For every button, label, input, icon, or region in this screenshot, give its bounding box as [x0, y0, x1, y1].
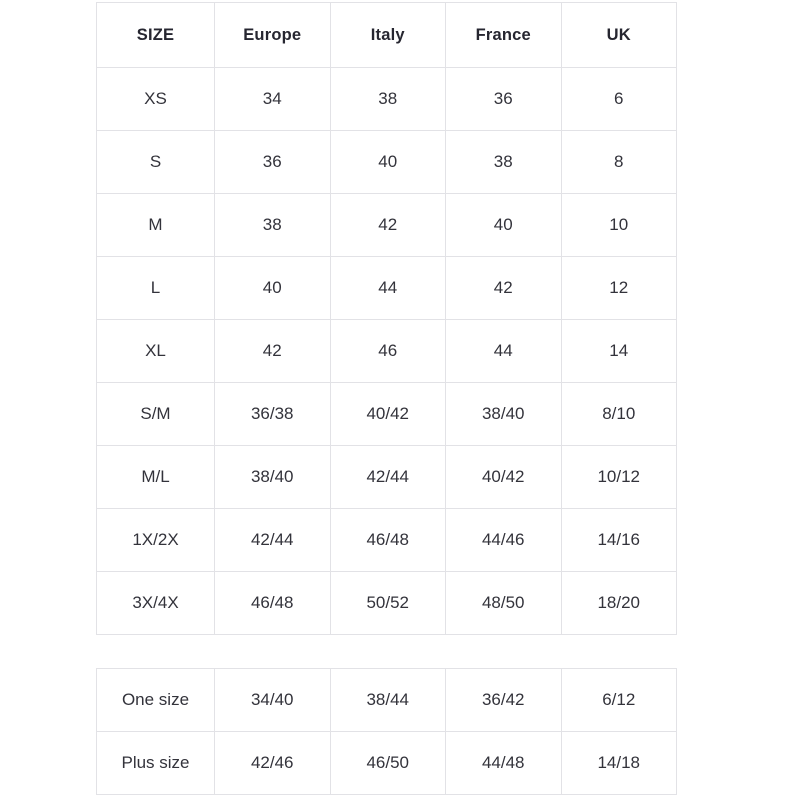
cell-italy: 42/44 — [330, 446, 446, 509]
table-row — [97, 131, 677, 194]
cell-italy: 42 — [330, 194, 446, 257]
cell-italy: 46/48 — [330, 509, 446, 572]
cell-italy: 44 — [330, 257, 446, 320]
cell-europe: 40 — [215, 257, 331, 320]
cell-france: 40/42 — [446, 446, 562, 509]
cell-italy: 40/42 — [330, 383, 446, 446]
row-label-one-size: One size — [97, 669, 215, 732]
cell-europe: 36 — [215, 131, 331, 194]
cell-uk: 14/18 — [561, 732, 677, 795]
size-conversion-table — [96, 2, 677, 635]
cell-uk: 6 — [561, 68, 677, 131]
cell-uk: 14/16 — [561, 509, 677, 572]
cell-france: 44 — [446, 320, 562, 383]
cell-uk: 6/12 — [561, 669, 677, 732]
column-header-uk: UK — [561, 3, 677, 68]
row-label: 1X/2X — [97, 509, 215, 572]
cell-italy: 40 — [330, 131, 446, 194]
column-header-france: France — [446, 3, 562, 68]
column-header-europe: Europe — [215, 3, 331, 68]
cell-europe: 38 — [215, 194, 331, 257]
row-label-plus-size: Plus size — [97, 732, 215, 795]
cell-italy: 38 — [330, 68, 446, 131]
size-conversion-table-container — [96, 2, 676, 635]
cell-france: 42 — [446, 257, 562, 320]
table-row — [97, 509, 677, 572]
cell-france: 48/50 — [446, 572, 562, 635]
cell-uk: 8 — [561, 131, 677, 194]
table-body — [97, 669, 677, 795]
table-row — [97, 732, 677, 795]
cell-uk: 14 — [561, 320, 677, 383]
cell-italy: 50/52 — [330, 572, 446, 635]
row-label: XL — [97, 320, 215, 383]
cell-france: 38/40 — [446, 383, 562, 446]
table-header — [97, 3, 677, 68]
cell-uk: 8/10 — [561, 383, 677, 446]
table-row — [97, 572, 677, 635]
table-header-row — [97, 3, 677, 68]
row-label: L — [97, 257, 215, 320]
cell-italy: 38/44 — [330, 669, 446, 732]
one-size-plus-size-table — [96, 668, 677, 795]
row-label: S/M — [97, 383, 215, 446]
row-label: XS — [97, 68, 215, 131]
table-row — [97, 383, 677, 446]
cell-europe: 42 — [215, 320, 331, 383]
cell-france: 44/48 — [446, 732, 562, 795]
row-label: S — [97, 131, 215, 194]
cell-france: 36 — [446, 68, 562, 131]
cell-italy: 46/50 — [330, 732, 446, 795]
table-row — [97, 194, 677, 257]
one-size-plus-size-table-container — [96, 668, 676, 795]
cell-europe: 42/44 — [215, 509, 331, 572]
table-body — [97, 68, 677, 635]
table-row — [97, 669, 677, 732]
column-header-size: SIZE — [97, 3, 215, 68]
row-label: 3X/4X — [97, 572, 215, 635]
table-row — [97, 68, 677, 131]
cell-uk: 12 — [561, 257, 677, 320]
row-label: M/L — [97, 446, 215, 509]
cell-europe: 36/38 — [215, 383, 331, 446]
cell-france: 38 — [446, 131, 562, 194]
cell-italy: 46 — [330, 320, 446, 383]
table-row — [97, 320, 677, 383]
table-row — [97, 446, 677, 509]
cell-europe: 38/40 — [215, 446, 331, 509]
column-header-italy: Italy — [330, 3, 446, 68]
cell-uk: 10/12 — [561, 446, 677, 509]
cell-uk: 10 — [561, 194, 677, 257]
cell-uk: 18/20 — [561, 572, 677, 635]
cell-europe: 46/48 — [215, 572, 331, 635]
cell-france: 40 — [446, 194, 562, 257]
cell-europe: 34 — [215, 68, 331, 131]
row-label: M — [97, 194, 215, 257]
cell-europe: 34/40 — [215, 669, 331, 732]
cell-france: 36/42 — [446, 669, 562, 732]
cell-france: 44/46 — [446, 509, 562, 572]
table-row — [97, 257, 677, 320]
cell-europe: 42/46 — [215, 732, 331, 795]
